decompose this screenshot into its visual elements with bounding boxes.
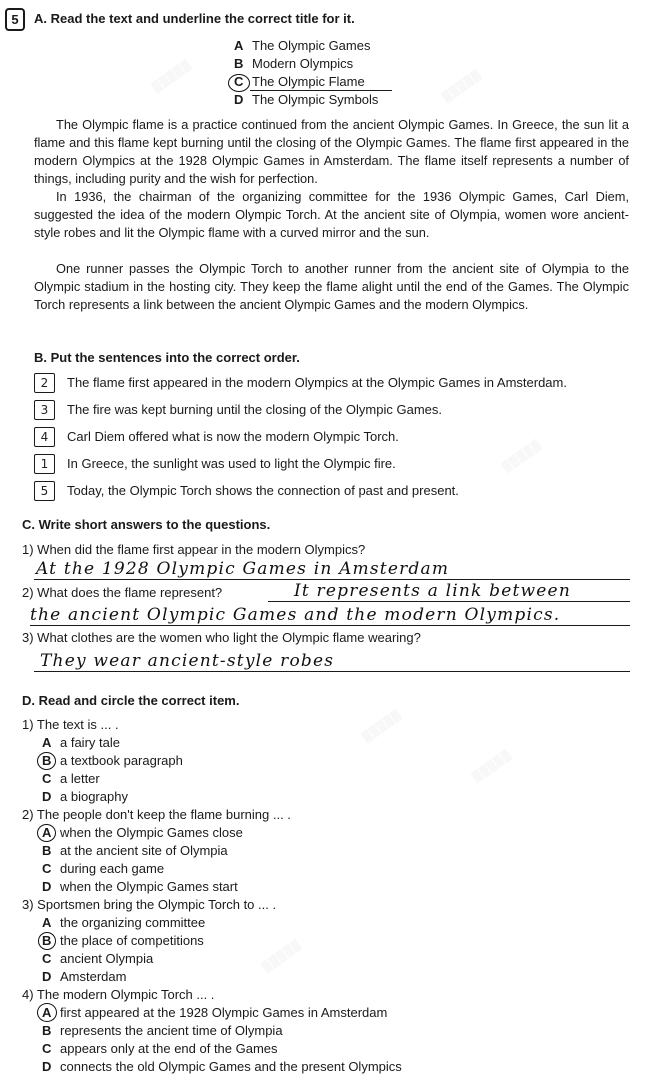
mc-option: C appears only at the end of the Games <box>42 1041 278 1056</box>
watermark: ▒▒▒▒▒ <box>360 708 404 744</box>
order-box-4: 1 <box>34 454 55 474</box>
mc-option: B at the ancient site of Olympia <box>42 843 228 858</box>
answer-circle <box>38 932 56 950</box>
handwritten-answer-1: At the 1928 Olympic Games in Amsterdam <box>36 559 450 579</box>
answer-circle <box>37 824 56 842</box>
answer-line <box>34 671 630 672</box>
mc-option: A when the Olympic Games close <box>42 825 243 840</box>
watermark: ▒▒▒▒▒ <box>500 438 544 474</box>
title-option-b: B Modern Olympics <box>234 56 354 71</box>
section-a-heading: A. Read the text and underline the correct title for it. <box>34 11 355 26</box>
question-3: 3) What clothes are the women who light the Olympic flame wearing? <box>22 630 421 645</box>
title-option-d: D The Olympic Symbols <box>234 92 379 107</box>
watermark: ▒▒▒▒▒ <box>470 748 514 784</box>
answer-circle <box>37 752 56 770</box>
answer-line <box>268 601 630 602</box>
reading-paragraph-2: In 1936, the chairman of the organizing committee for the 1936 Olympic Games, Carl Diem, suggested the idea of the modern Olympic Torch. At the ancient site of Olympia, women wore ancient-style robes and lit the Olympic flame with a curved mirror and the sun. <box>34 189 629 240</box>
order-box-1: 2 <box>34 373 55 393</box>
mc-question-1: 1) The text is ... . <box>22 717 119 732</box>
mc-option: B represents the ancient time of Olympia <box>42 1023 283 1038</box>
mc-option: B the place of competitions <box>42 933 204 948</box>
order-box-3: 4 <box>34 427 55 447</box>
order-box-2: 3 <box>34 400 55 420</box>
mc-option: B a textbook paragraph <box>42 753 183 768</box>
handwritten-answer-2b: the ancient Olympic Games and the modern Olympics. <box>30 605 561 625</box>
watermark: ▒▒▒▒▒ <box>260 938 304 974</box>
answer-line <box>34 579 630 580</box>
order-sentence-1: The flame first appeared in the modern Olympics at the Olympic Games in Amsterdam. <box>67 375 567 390</box>
mc-question-4: 4) The modern Olympic Torch ... . <box>22 987 215 1002</box>
mc-option: D Amsterdam <box>42 969 127 984</box>
mc-option: A first appeared at the 1928 Olympic Games in Amsterdam <box>42 1005 388 1020</box>
section-b-heading: B. Put the sentences into the correct order. <box>34 350 300 365</box>
handwritten-answer-2a: It represents a link between <box>294 581 571 601</box>
exercise-number-box: 5 <box>5 8 25 31</box>
answer-circle <box>228 74 250 92</box>
order-sentence-4: In Greece, the sunlight was used to light the Olympic fire. <box>67 456 396 471</box>
reading-paragraph-3: One runner passes the Olympic Torch to another runner from the ancient site of Olympia to the Olympic stadium in the hosting city. They keep the flame alight until the end of the Games. The Olympic Torch represents a link between the ancient Olympic Games and the modern Olympics. <box>34 261 629 312</box>
handwritten-answer-3: They wear ancient-style robes <box>40 651 335 671</box>
mc-option: C ancient Olympia <box>42 951 154 966</box>
order-box-5: 5 <box>34 481 55 501</box>
order-sentence-2: The fire was kept burning until the closing of the Olympic Games. <box>67 402 443 417</box>
watermark: ▒▒▒▒▒ <box>440 68 484 104</box>
answer-circle <box>37 1003 57 1022</box>
mc-option: D connects the old Olympic Games and the present Olympics <box>42 1059 402 1074</box>
section-d-heading: D. Read and circle the correct item. <box>22 693 240 708</box>
answer-line <box>30 625 630 626</box>
mc-option: D when the Olympic Games start <box>42 879 238 894</box>
mc-option: A a fairy tale <box>42 735 120 750</box>
mc-option: D a biography <box>42 789 128 804</box>
question-2: 2) What does the flame represent? <box>22 585 223 600</box>
watermark: ▒▒▒▒▒ <box>150 58 194 94</box>
mc-question-2: 2) The people don't keep the flame burning ... . <box>22 807 291 822</box>
mc-option: C a letter <box>42 771 100 786</box>
title-option-c: C The Olympic Flame <box>234 74 365 89</box>
mc-question-3: 3) Sportsmen bring the Olympic Torch to ... . <box>22 897 277 912</box>
mc-option: C during each game <box>42 861 165 876</box>
section-c-heading: C. Write short answers to the questions. <box>22 517 271 532</box>
mc-option: A the organizing committee <box>42 915 206 930</box>
order-sentence-5: Today, the Olympic Torch shows the connection of past and present. <box>67 483 459 498</box>
title-option-a: A The Olympic Games <box>234 38 371 53</box>
order-sentence-3: Carl Diem offered what is now the modern Olympic Torch. <box>67 429 399 444</box>
reading-paragraph-1: The Olympic flame is a practice continued from the ancient Olympic Games. In Greece, the sun lit a flame and this flame kept burning until the closing of the Olympic Games. The flame first appeared in the modern Olympics at the 1928 Olympic Games in Amsterdam. The flame itself represents a number of things, including purity and the wish for perfection. <box>34 117 629 186</box>
question-1: 1) When did the flame first appear in the modern Olympics? <box>22 542 366 557</box>
